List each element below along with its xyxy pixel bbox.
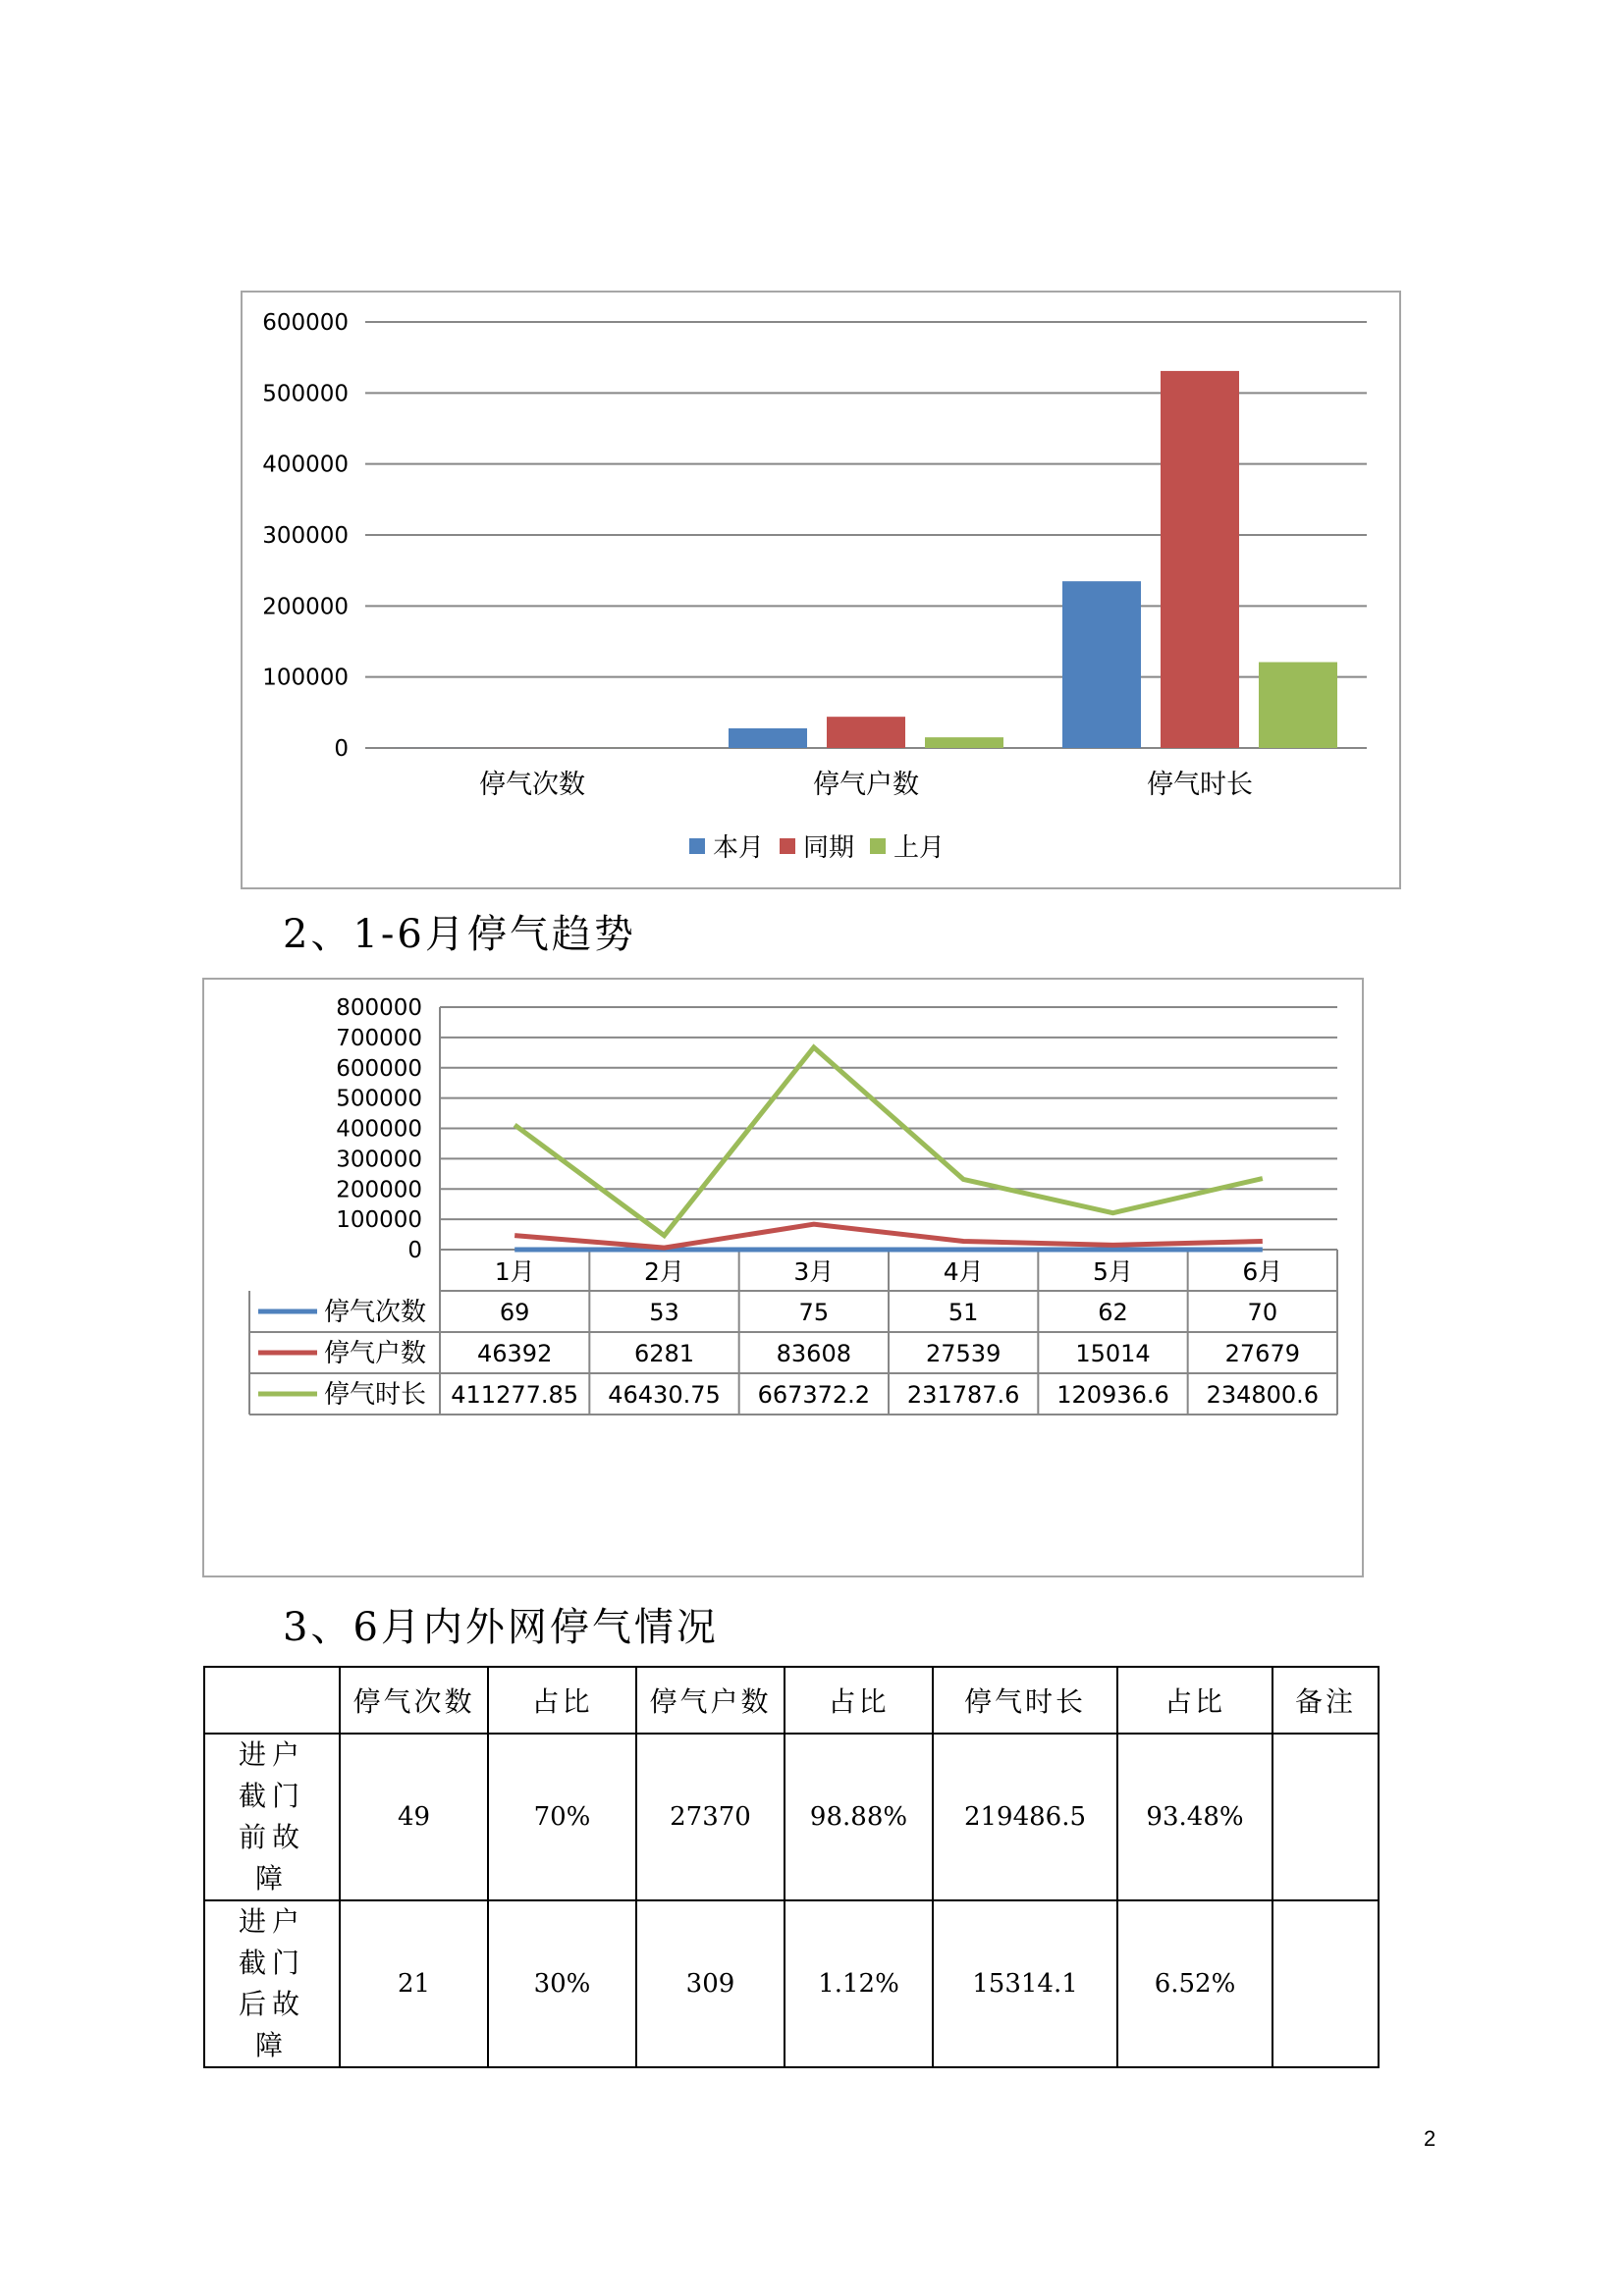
header-cell-households: 停气户数 bbox=[636, 1667, 785, 1734]
legend-swatch bbox=[780, 838, 795, 854]
header-cell-blank bbox=[204, 1667, 340, 1734]
bar bbox=[827, 717, 905, 748]
data-table-value: 53 bbox=[649, 1299, 679, 1326]
line-chart-svg bbox=[204, 980, 1362, 1575]
y-tick-label: 500000 bbox=[336, 1086, 422, 1112]
y-tick-label: 0 bbox=[407, 1238, 422, 1263]
y-tick-label: 600000 bbox=[262, 310, 349, 336]
bar bbox=[925, 737, 1003, 748]
bar bbox=[1062, 581, 1141, 748]
table-row bbox=[204, 1900, 1379, 2067]
series-line bbox=[514, 1047, 1263, 1236]
data-table-value: 75 bbox=[798, 1299, 830, 1326]
bar bbox=[1259, 663, 1337, 748]
table-cell bbox=[1272, 1734, 1379, 1900]
table-cell: 219486.5 bbox=[933, 1734, 1117, 1900]
header-cell-ratio: 占比 bbox=[1117, 1667, 1272, 1734]
legend-label: 同期 bbox=[803, 833, 855, 863]
data-table-value: 27679 bbox=[1224, 1340, 1301, 1367]
data-table-value: 69 bbox=[499, 1299, 530, 1326]
series-line bbox=[514, 1224, 1263, 1248]
section-heading-network: 3、6月内外网停气情况 bbox=[283, 1605, 719, 1650]
y-tick-label: 700000 bbox=[336, 1025, 422, 1051]
header-cell-duration: 停气时长 bbox=[933, 1667, 1117, 1734]
y-tick-label: 0 bbox=[334, 736, 349, 762]
table-cell: 70% bbox=[488, 1734, 636, 1900]
table-cell: 93.48% bbox=[1117, 1734, 1272, 1900]
table-cell: 15314.1 bbox=[933, 1900, 1117, 2067]
table-cell: 309 bbox=[636, 1900, 785, 2067]
y-tick-label: 200000 bbox=[336, 1177, 422, 1203]
legend-label: 停气户数 bbox=[324, 1339, 427, 1368]
x-category-label: 6月 bbox=[1242, 1257, 1283, 1286]
y-tick-label: 400000 bbox=[336, 1116, 422, 1143]
y-tick-label: 300000 bbox=[336, 1147, 422, 1173]
header-cell-ratio: 占比 bbox=[785, 1667, 933, 1734]
data-table-value: 62 bbox=[1098, 1299, 1128, 1326]
data-table-value: 83608 bbox=[776, 1340, 852, 1367]
bar bbox=[1161, 371, 1239, 748]
legend-label: 本月 bbox=[713, 833, 765, 863]
table-cell: 21 bbox=[340, 1900, 488, 2067]
table-cell: 30% bbox=[488, 1900, 636, 2067]
comparison-bar-chart bbox=[241, 291, 1401, 889]
data-table-value: 51 bbox=[947, 1299, 979, 1326]
data-table-value: 6281 bbox=[633, 1340, 695, 1367]
y-tick-label: 600000 bbox=[336, 1055, 422, 1082]
table-cell: 49 bbox=[340, 1734, 488, 1900]
network-outage-table bbox=[203, 1666, 1380, 2068]
data-table-value: 46392 bbox=[476, 1340, 553, 1367]
trend-line-chart bbox=[202, 978, 1364, 1577]
data-table-value: 667372.2 bbox=[757, 1381, 871, 1409]
y-tick-label: 800000 bbox=[336, 995, 422, 1021]
legend-label: 上月 bbox=[893, 833, 946, 863]
table-row bbox=[204, 1734, 1379, 1900]
data-table-value: 15014 bbox=[1075, 1340, 1151, 1367]
legend-swatch bbox=[870, 838, 886, 854]
x-category-label: 停气次数 bbox=[479, 770, 585, 800]
header-cell-remark: 备注 bbox=[1272, 1667, 1379, 1734]
row-label: 进户截门后故障 bbox=[204, 1900, 340, 2067]
page-number: 2 bbox=[1424, 2126, 1436, 2151]
header-cell-ratio: 占比 bbox=[488, 1667, 636, 1734]
y-tick-label: 100000 bbox=[336, 1207, 422, 1234]
y-tick-label: 100000 bbox=[262, 665, 349, 691]
table-cell: 6.52% bbox=[1117, 1900, 1272, 2067]
legend-swatch bbox=[689, 838, 705, 854]
table-header-row bbox=[204, 1667, 1379, 1734]
row-label: 进户截门前故障 bbox=[204, 1734, 340, 1900]
table-cell: 98.88% bbox=[785, 1734, 933, 1900]
x-category-label: 2月 bbox=[644, 1257, 684, 1286]
x-category-label: 1月 bbox=[494, 1257, 535, 1286]
y-tick-label: 400000 bbox=[262, 452, 349, 478]
x-category-label: 3月 bbox=[793, 1257, 835, 1286]
section-heading-trend: 2、1-6月停气趋势 bbox=[283, 912, 636, 957]
data-table-value: 46430.75 bbox=[608, 1381, 721, 1409]
bar bbox=[729, 728, 807, 748]
table-cell bbox=[1272, 1900, 1379, 2067]
bar-chart-svg bbox=[243, 293, 1399, 887]
data-table-value: 411277.85 bbox=[451, 1381, 579, 1409]
x-category-label: 停气户数 bbox=[813, 770, 919, 800]
table-cell: 1.12% bbox=[785, 1900, 933, 2067]
x-category-label: 停气时长 bbox=[1147, 770, 1253, 800]
data-table-value: 234800.6 bbox=[1206, 1381, 1320, 1409]
legend-label: 停气时长 bbox=[324, 1380, 427, 1410]
table-cell: 27370 bbox=[636, 1734, 785, 1900]
legend-label: 停气次数 bbox=[324, 1298, 427, 1327]
data-table-value: 120936.6 bbox=[1056, 1381, 1169, 1409]
y-tick-label: 500000 bbox=[262, 381, 349, 407]
data-table-value: 70 bbox=[1247, 1299, 1278, 1326]
x-category-label: 4月 bbox=[943, 1257, 984, 1286]
y-tick-label: 300000 bbox=[262, 523, 349, 549]
y-tick-label: 200000 bbox=[262, 594, 349, 620]
data-table-value: 231787.6 bbox=[906, 1381, 1020, 1409]
data-table-value: 27539 bbox=[925, 1340, 1001, 1367]
x-category-label: 5月 bbox=[1093, 1257, 1133, 1286]
header-cell-count: 停气次数 bbox=[340, 1667, 488, 1734]
